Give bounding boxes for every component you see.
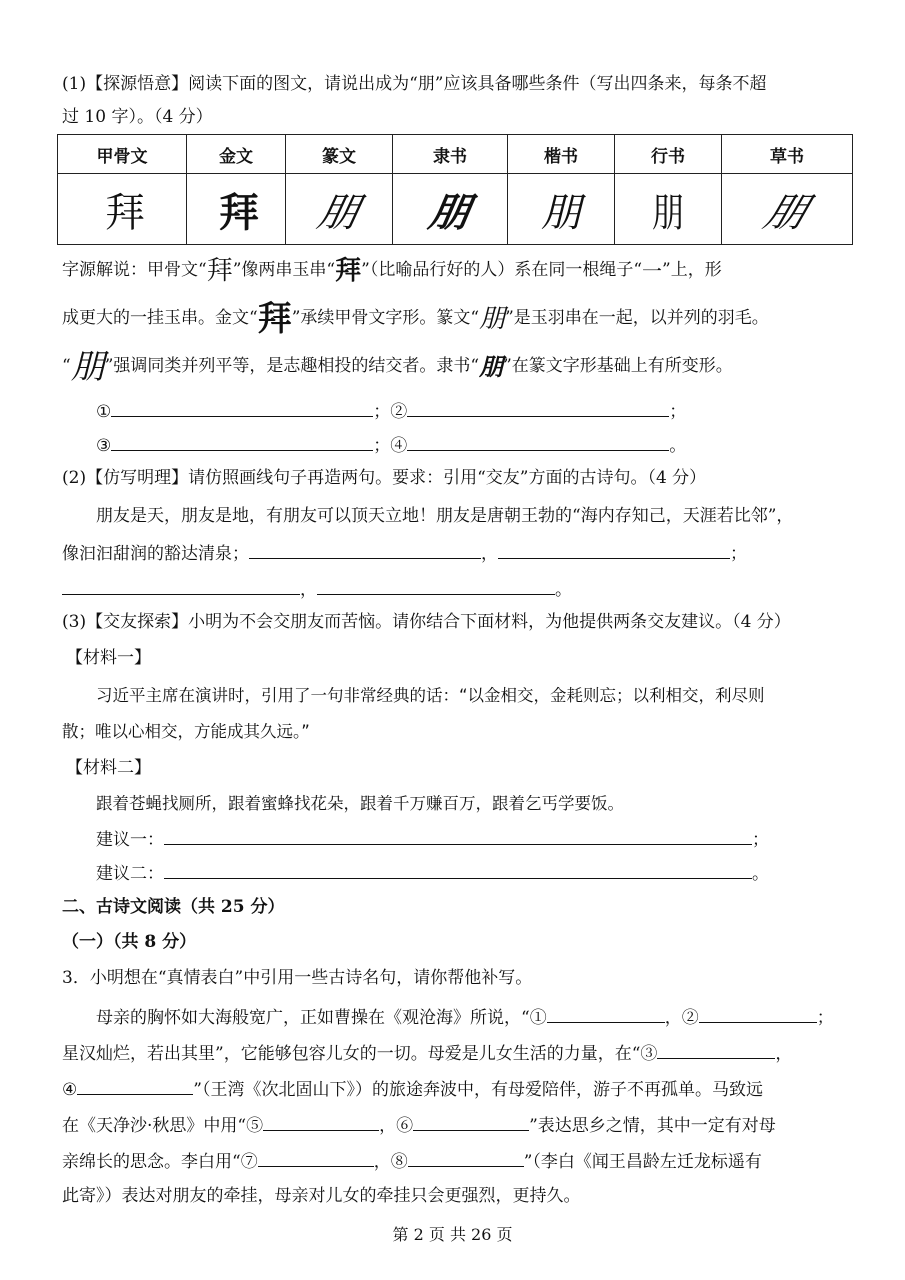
q1-prompt-line2: 过 10 字）。（4 分）: [62, 107, 213, 127]
poem-blank-4[interactable]: [77, 1076, 193, 1095]
header-clerical: 隶书: [393, 135, 508, 174]
imitation-blank-4[interactable]: [317, 576, 555, 595]
header-seal: 篆文: [286, 135, 393, 174]
script-evolution-table: [57, 134, 853, 245]
header-bronze: 金文: [187, 135, 286, 174]
answer-blank-4[interactable]: [407, 432, 669, 451]
q2-prompt: (2)【仿写明理】请仿照画线句子再造两句。要求：引用“交友”方面的古诗句。（4 分）: [62, 468, 707, 488]
poem-blank-1[interactable]: [547, 1004, 665, 1023]
inline-bronze-glyph: 拜: [257, 298, 292, 339]
suggestion2-row: 建议二： 。: [96, 860, 769, 886]
material2-title: 【材料二】: [66, 758, 151, 778]
answer-blank-3[interactable]: [111, 432, 373, 451]
q2-answer-row1: 像汩汩甜润的豁达清泉； ， ；: [62, 540, 747, 566]
poem-blank-2[interactable]: [699, 1004, 817, 1023]
q3-poem-prompt: 3．小明想在“真情表白”中引用一些古诗名句，请你帮他补写。: [62, 968, 533, 988]
material1-line1: 习近平主席在演讲时，引用了一句非常经典的话：“以金相交，金耗则忘；以利相交，利尽则: [96, 686, 765, 705]
material1-line2: 散；唯以心相交，方能成其久远。”: [62, 722, 310, 741]
poem-para-line6: 此寄》）表达对朋友的牵挂，母亲对儿女的牵挂只会更强烈，更持久。: [62, 1186, 581, 1206]
q1-prompt-line1: (1)【探源悟意】阅读下面的图文，请说出成为“朋”应该具备哪些条件（写出四条来，每条不超: [62, 74, 767, 94]
inline-clerical-glyph: 朋: [479, 352, 504, 381]
poem-para-line4: 在《天净沙·秋思》中用“⑤ ，⑥ ”表达思乡之情，其中一定有对母: [62, 1112, 776, 1138]
inline-oracle-glyph: 拜: [206, 255, 233, 286]
material1-title: 【材料一】: [66, 648, 151, 668]
poem-para-line5: 亲绵长的思念。李白用“⑦ ，⑧ ”（李白《闻王昌龄左迁龙标遥有: [62, 1148, 762, 1174]
poem-blank-3[interactable]: [657, 1040, 775, 1059]
seal-glyph: 朋: [313, 189, 364, 236]
answer-blank-1[interactable]: [111, 398, 373, 417]
suggestion1-row: 建议一： ；: [96, 826, 769, 852]
oracle-glyph: 拜: [105, 189, 139, 236]
poem-blank-8[interactable]: [408, 1148, 524, 1167]
bronze-glyph: 拜: [219, 189, 253, 236]
q2-example-line: 朋友是天，朋友是地，有朋友可以顶天立地！朋友是唐朝王勃的“海内存知己，天涯若比邻”，: [96, 506, 794, 526]
regular-glyph: 朋: [541, 189, 581, 236]
cursive-glyph: 朋: [758, 189, 814, 236]
imitation-blank-2[interactable]: [498, 540, 730, 559]
material2-line1: 跟着苍蝇找厕所，跟着蜜蜂找花朵，跟着千万赚百万，跟着乞丐学要饭。: [96, 794, 624, 813]
poem-para-line3: ④ ”（王湾《次北固山下》）的旅途奔波中，有母爱陪伴，游子不再孤单。马致远: [62, 1076, 763, 1102]
poem-blank-7[interactable]: [258, 1148, 374, 1167]
explain-line3: “朋”强调同类并列平等，是志趣相投的结交者。隶书“朋”在篆文字形基础上有所变形。: [62, 346, 733, 387]
section2-subtitle: （一）（共 8 分）: [62, 932, 197, 952]
answer-blank-2[interactable]: [407, 398, 669, 417]
q1-answer-row2: ③ ；④ 。: [96, 432, 686, 458]
poem-blank-6[interactable]: [413, 1112, 529, 1131]
q2-answer-row2: ， 。: [62, 576, 572, 602]
imitation-blank-3[interactable]: [62, 576, 300, 595]
inline-jade-glyph: 拜: [335, 255, 362, 286]
suggestion-blank-2[interactable]: [164, 860, 752, 879]
header-oracle: 甲骨文: [58, 135, 187, 174]
page-footer: 第 2 页 共 26 页: [392, 1225, 513, 1244]
inline-seal-glyph: 朋: [479, 303, 506, 334]
q1-answer-row1: ① ；② ；: [96, 398, 686, 424]
header-running: 行书: [615, 135, 722, 174]
inline-peng-glyph: 朋: [70, 346, 105, 387]
running-glyph: 朋: [652, 189, 684, 236]
inline-rope-glyph: 一: [642, 258, 663, 283]
poem-para-line1: 母亲的胸怀如大海般宽广，正如曹操在《观沧海》所说，“① ，② ；: [96, 1004, 834, 1030]
header-regular: 楷书: [508, 135, 615, 174]
header-cursive: 草书: [722, 135, 853, 174]
explain-line2: 成更大的一挂玉串。金文“拜”承续甲骨文字形。篆文“朋”是玉羽串在一起，以并列的羽毛。: [62, 298, 769, 339]
suggestion-blank-1[interactable]: [164, 826, 752, 845]
poem-blank-5[interactable]: [263, 1112, 379, 1131]
imitation-blank-1[interactable]: [249, 540, 481, 559]
q3-prompt: (3)【交友探索】小明为不会交朋友而苦恼。请你结合下面材料，为他提供两条交友建议。（4 分）: [62, 612, 791, 632]
poem-para-line2: 星汉灿烂，若出其里”，它能够包容儿女的一切。母爱是儿女生活的力量，在“③ ，: [62, 1040, 792, 1066]
section2-title: 二、古诗文阅读（共 25 分）: [62, 897, 285, 917]
explain-line1: 字源解说：甲骨文“拜”像两串玉串“拜”（比喻品行好的人）系在同一根绳子“一”上，形: [62, 255, 722, 286]
clerical-glyph: 朋: [425, 189, 474, 236]
